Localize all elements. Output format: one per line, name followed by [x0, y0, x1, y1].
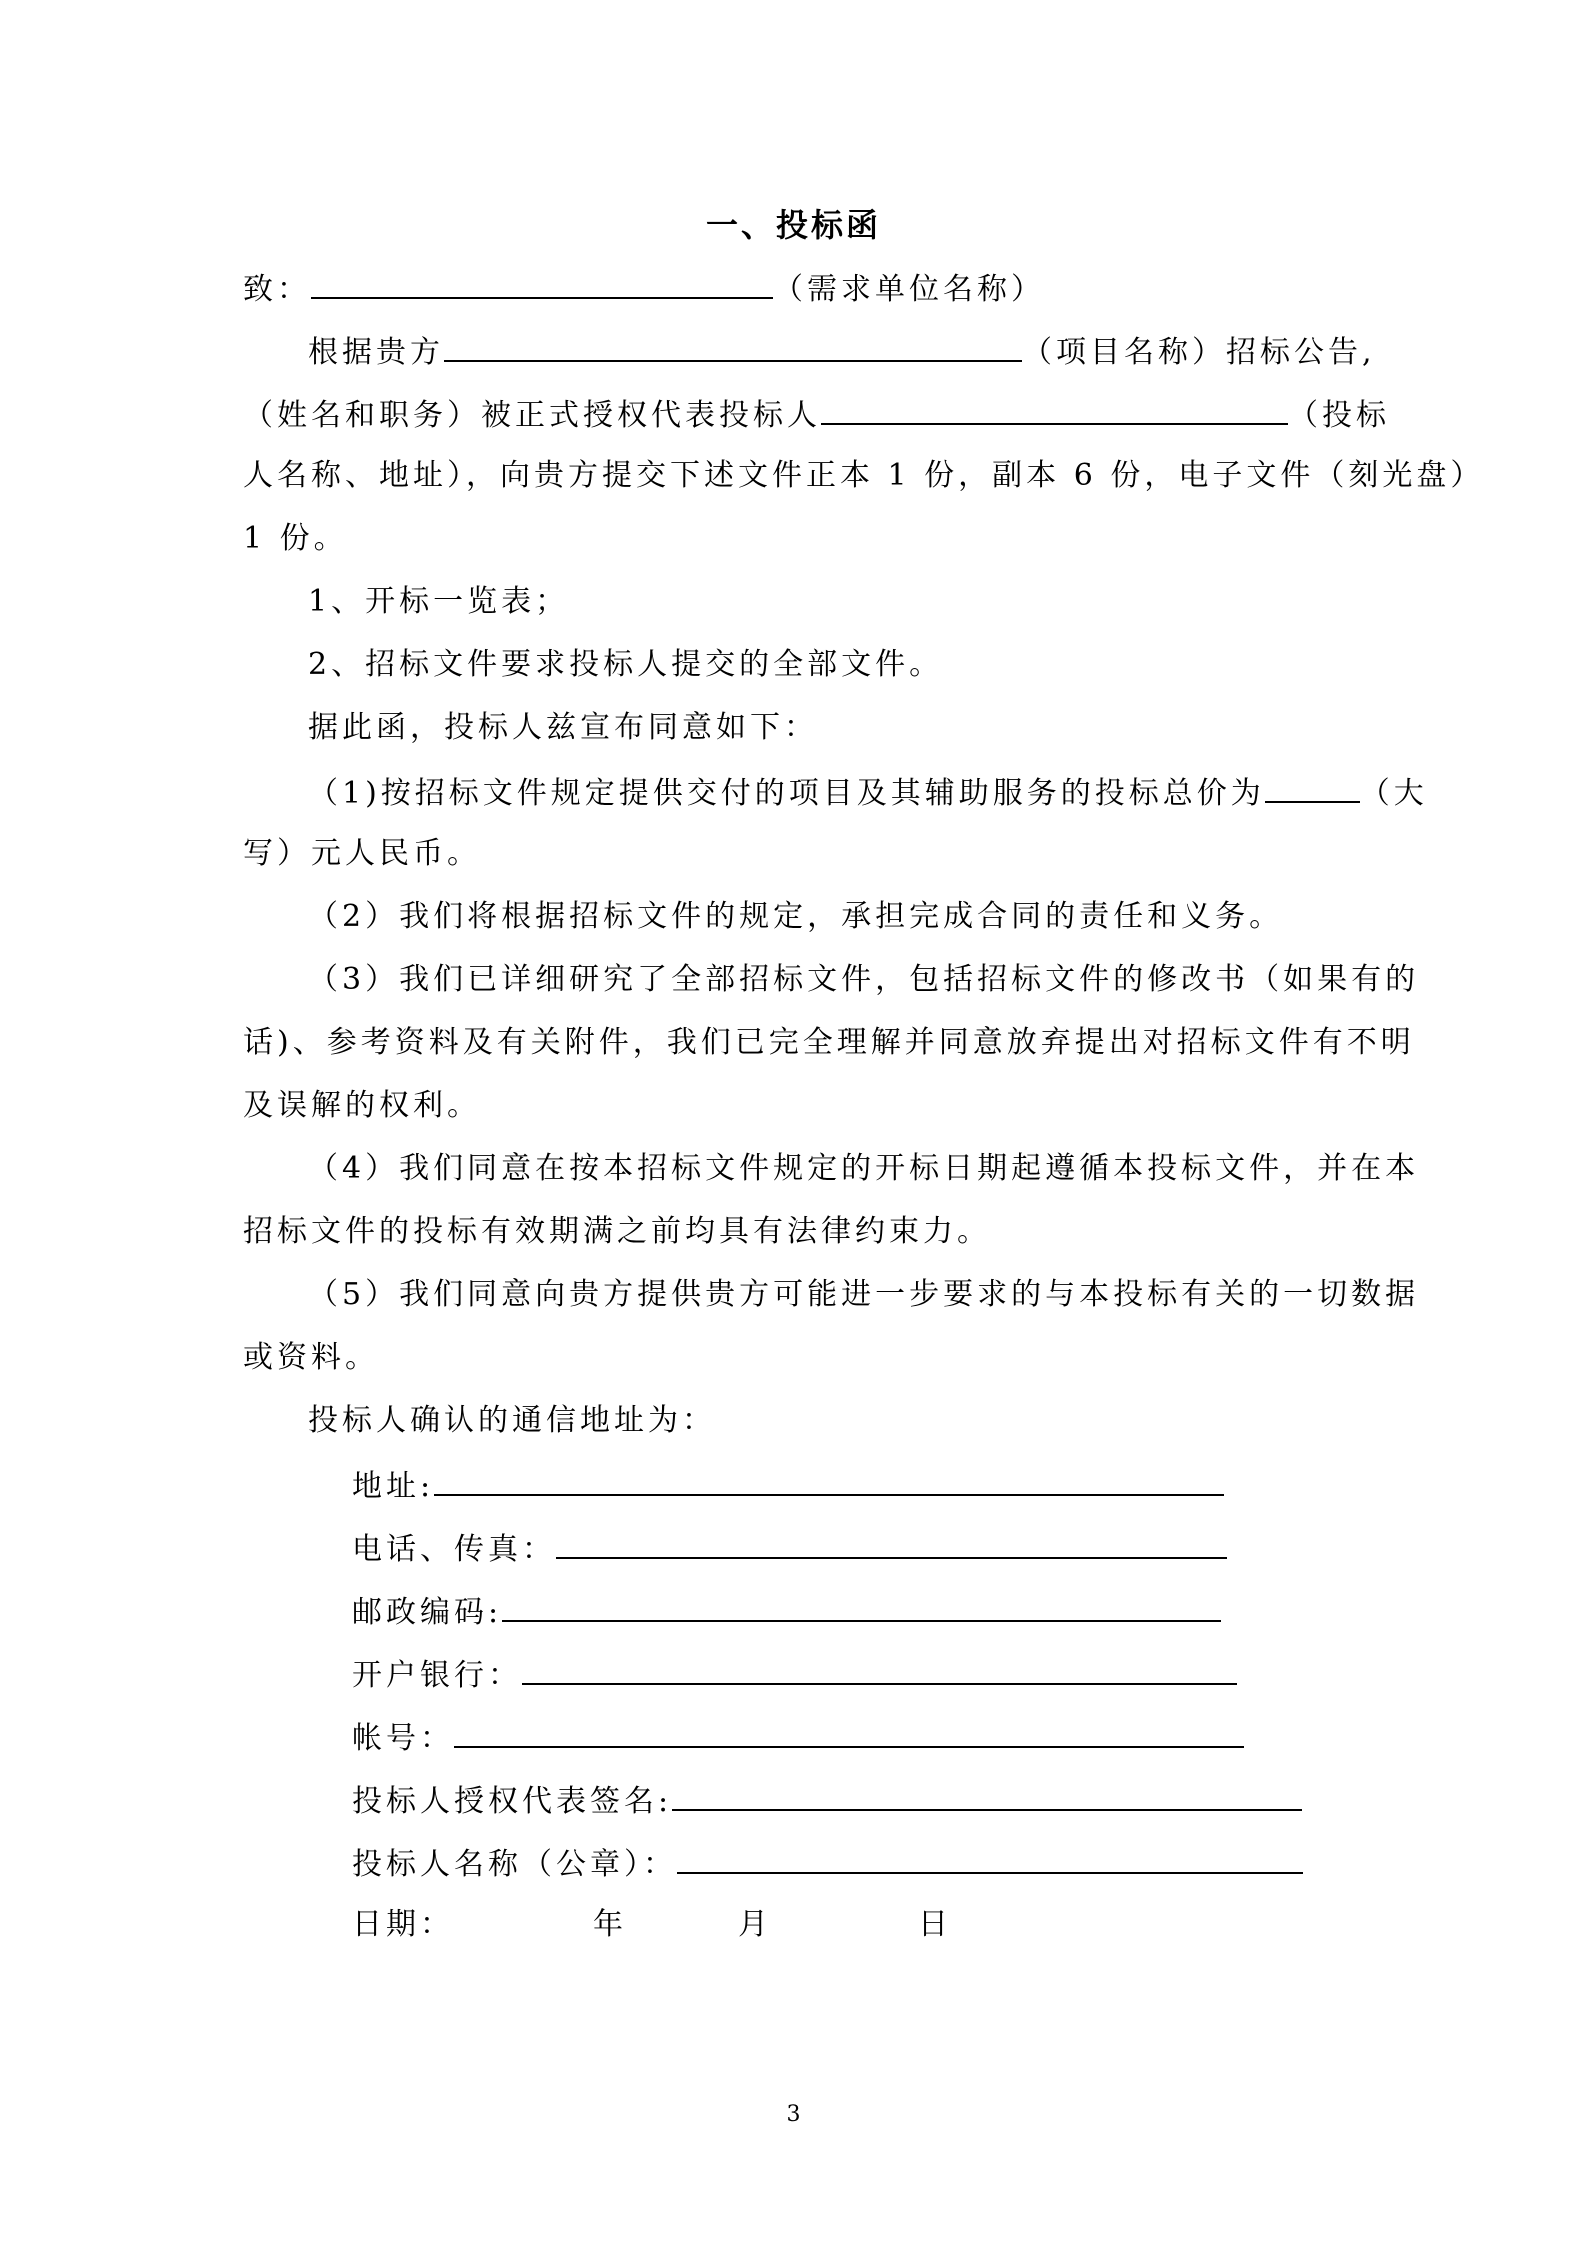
page-number: 3 [786, 2102, 801, 2127]
item-2: 2、招标文件要求投标人提交的全部文件。 [308, 647, 944, 682]
name-seal-blank[interactable] [677, 1845, 1303, 1874]
clause-1-line-1: （1)按招标文件规定提供交付的项目及其辅助服务的投标总价为 （大 [308, 776, 1428, 811]
item-1: 1、开标一览表； [308, 584, 570, 619]
total-price-blank[interactable] [1265, 774, 1360, 803]
address-blank[interactable] [434, 1467, 1224, 1496]
date-label: 日期： [352, 1907, 454, 1942]
clause-5-line-2: 或资料。 [243, 1340, 379, 1375]
phone-fax-field: 电话、传真： [352, 1530, 1227, 1567]
bank-field: 开户银行： [352, 1656, 1237, 1693]
contact-heading: 投标人确认的通信地址为： [308, 1403, 716, 1438]
bidder-name-blank[interactable] [821, 396, 1288, 425]
clause-3-line-2: 话)、参考资料及有关附件，我们已完全理解并同意放弃提出对招标文件有不明 [243, 1025, 1415, 1060]
bank-blank[interactable] [522, 1656, 1237, 1685]
signature-blank[interactable] [672, 1782, 1302, 1811]
account-blank[interactable] [454, 1719, 1244, 1748]
project-name-blank[interactable] [444, 333, 1022, 362]
clause-4-line-1: （4）我们同意在按本招标文件规定的开标日期起遵循本投标文件，并在本 [308, 1151, 1420, 1186]
recipient-blank[interactable] [311, 270, 773, 299]
recipient-hint: （需求单位名称） [773, 272, 1045, 307]
to-label: 致： [243, 272, 311, 307]
declaration: 据此函，投标人兹宣布同意如下： [308, 710, 818, 745]
address-field: 地址: [352, 1467, 1224, 1504]
intro-line-4: 1 份。 [243, 521, 348, 556]
clause-3-line-3: 及误解的权利。 [243, 1088, 481, 1123]
page-title: 一、投标函 [705, 206, 881, 244]
clause-4-line-2: 招标文件的投标有效期满之前均具有法律约束力。 [243, 1214, 991, 1249]
account-field: 帐号： [352, 1719, 1244, 1756]
clause-1-line-2: 写）元人民币。 [243, 836, 481, 871]
postcode-blank[interactable] [502, 1593, 1221, 1622]
signature-field: 投标人授权代表签名: [352, 1782, 1302, 1819]
intro-line-2: （姓名和职务）被正式授权代表投标人 （投标 [243, 398, 1390, 433]
recipient-line [243, 270, 1045, 307]
clause-2: （2）我们将根据招标文件的规定，承担完成合同的责任和义务。 [308, 899, 1284, 934]
intro-line-3: 人名称、地址），向贵方提交下述文件正本 1 份，副本 6 份，电子文件（刻光盘） [243, 458, 1485, 493]
postcode-field: 邮政编码: [352, 1593, 1221, 1630]
date-year: 年 [593, 1907, 627, 1942]
phone-fax-blank[interactable] [556, 1530, 1227, 1559]
date-day: 日 [918, 1907, 952, 1942]
date-month: 月 [738, 1907, 772, 1942]
clause-5-line-1: （5）我们同意向贵方提供贵方可能进一步要求的与本投标有关的一切数据 [308, 1277, 1420, 1312]
clause-3-line-1: （3）我们已详细研究了全部招标文件，包括招标文件的修改书（如果有的 [308, 962, 1420, 997]
intro-line-1: 根据贵方 （项目名称）招标公告, [308, 335, 1376, 370]
name-seal-field: 投标人名称（公章）： [352, 1845, 1303, 1882]
